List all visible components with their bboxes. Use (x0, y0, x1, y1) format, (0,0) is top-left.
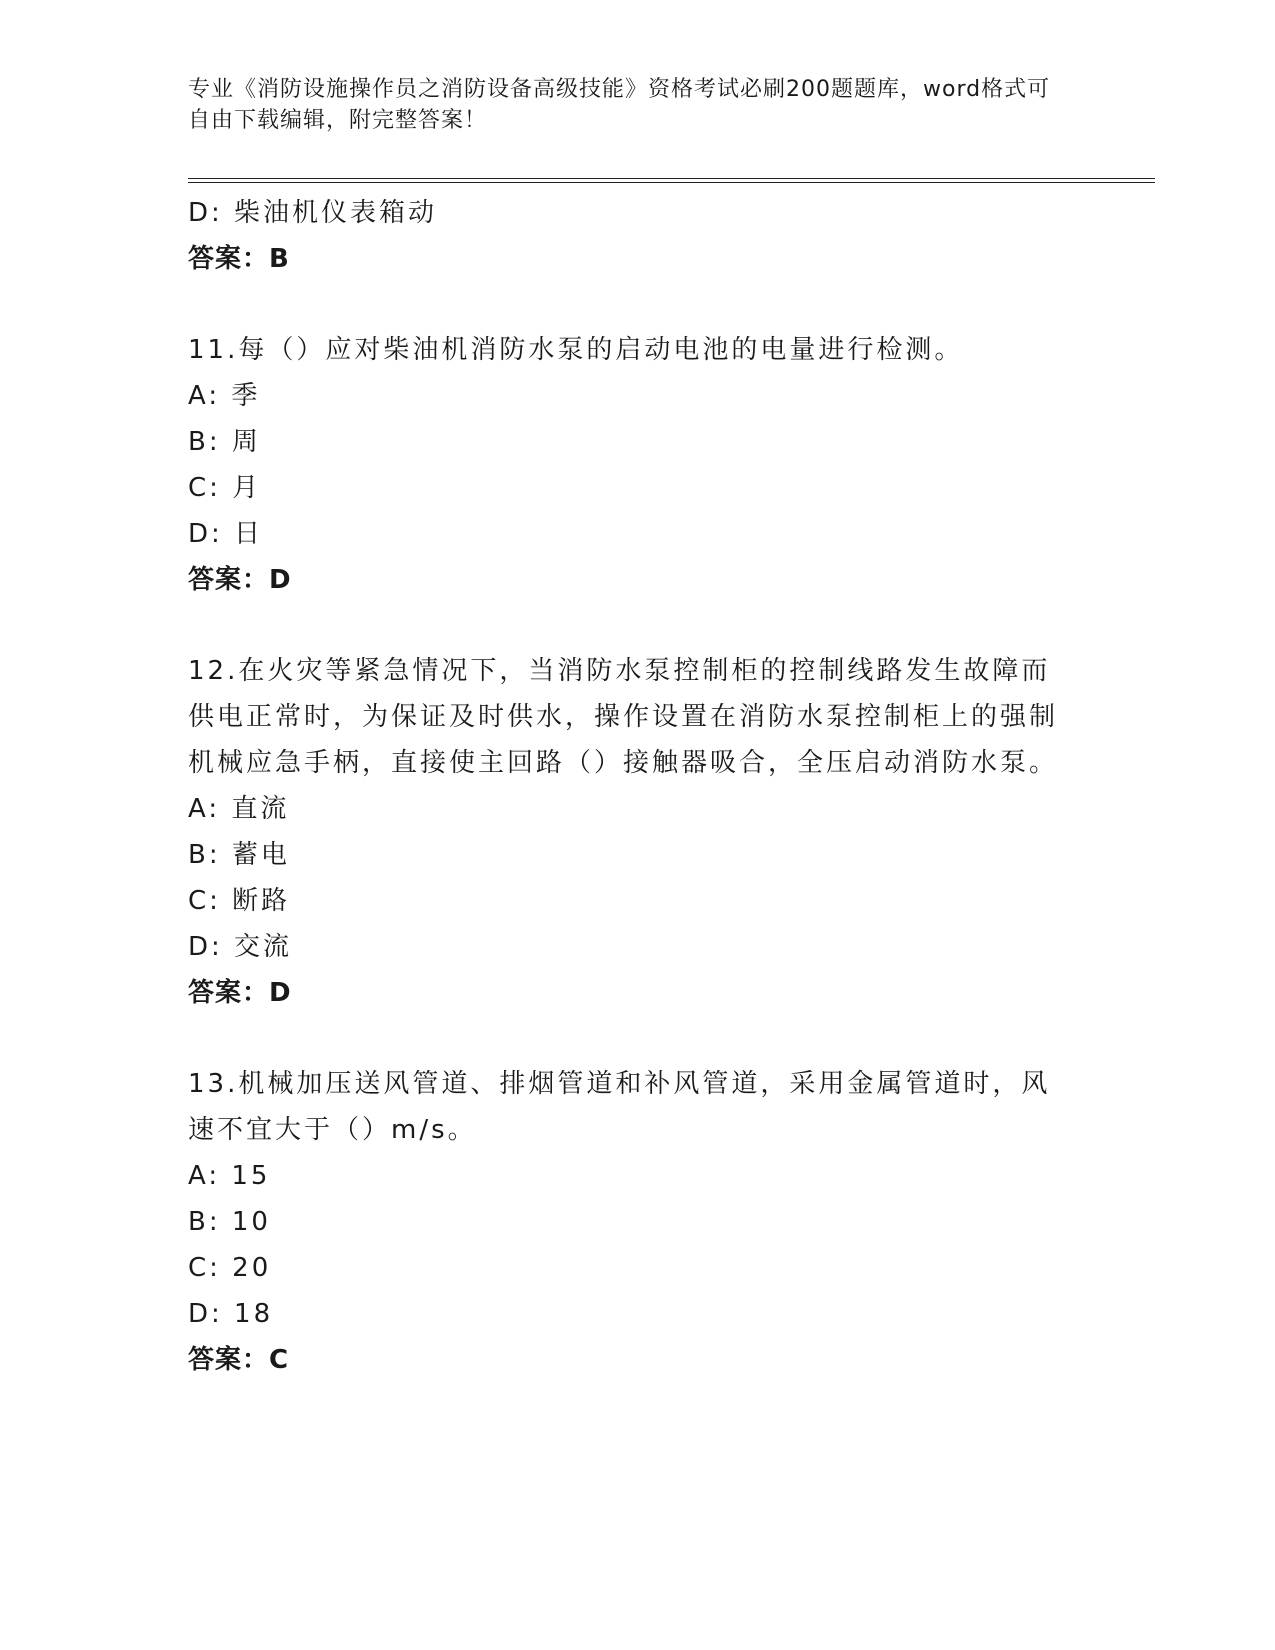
option-d: D: 柴油机仪表箱动 (188, 198, 438, 228)
header-divider (188, 178, 1155, 183)
question-13 (188, 1061, 1088, 1383)
answer-line: 答案：C (188, 1345, 290, 1375)
question-text: 11.每（）应对柴油机消防水泵的启动电池的电量进行检测。 (188, 335, 964, 365)
question-list (188, 190, 1088, 1383)
question-text: 12.在火灾等紧急情况下，当消防水泵控制柜的控制线路发生故障而供电正常时，为保证及时供水，操作设置在消防水泵控制柜上的强制机械应急手柄，直接使主回路（）接触器吸合，全压启动消防水泵。 (188, 656, 1059, 778)
option-c: C: 月 (188, 473, 262, 503)
option-a: A: 15 (188, 1161, 271, 1191)
document-header: 专业《消防设施操作员之消防设备高级技能》资格考试必刷200题题库，word格式可自由下载编辑，附完整答案！ (188, 77, 1051, 133)
option-d: D: 18 (188, 1299, 274, 1329)
spacer (188, 1016, 1088, 1061)
answer-line: 答案：B (188, 244, 290, 274)
option-d: D: 交流 (188, 932, 293, 962)
option-b: B: 10 (188, 1207, 271, 1237)
option-b: B: 周 (188, 427, 261, 457)
option-a: A: 季 (188, 381, 261, 411)
spacer (188, 282, 1088, 327)
option-a: A: 直流 (188, 794, 290, 824)
question-text: 13.机械加压送风管道、排烟管道和补风管道，采用金属管道时，风速不宜大于（）m/s。 (188, 1069, 1051, 1145)
option-c: C: 20 (188, 1253, 272, 1283)
answer-line: 答案：D (188, 978, 292, 1008)
option-b: B: 蓄电 (188, 840, 290, 870)
answer-line: 答案：D (188, 565, 292, 595)
spacer (188, 603, 1088, 648)
option-d: D: 日 (188, 519, 264, 549)
question-12 (188, 648, 1088, 1016)
option-c: C: 断路 (188, 886, 291, 916)
question-11 (188, 327, 1088, 603)
